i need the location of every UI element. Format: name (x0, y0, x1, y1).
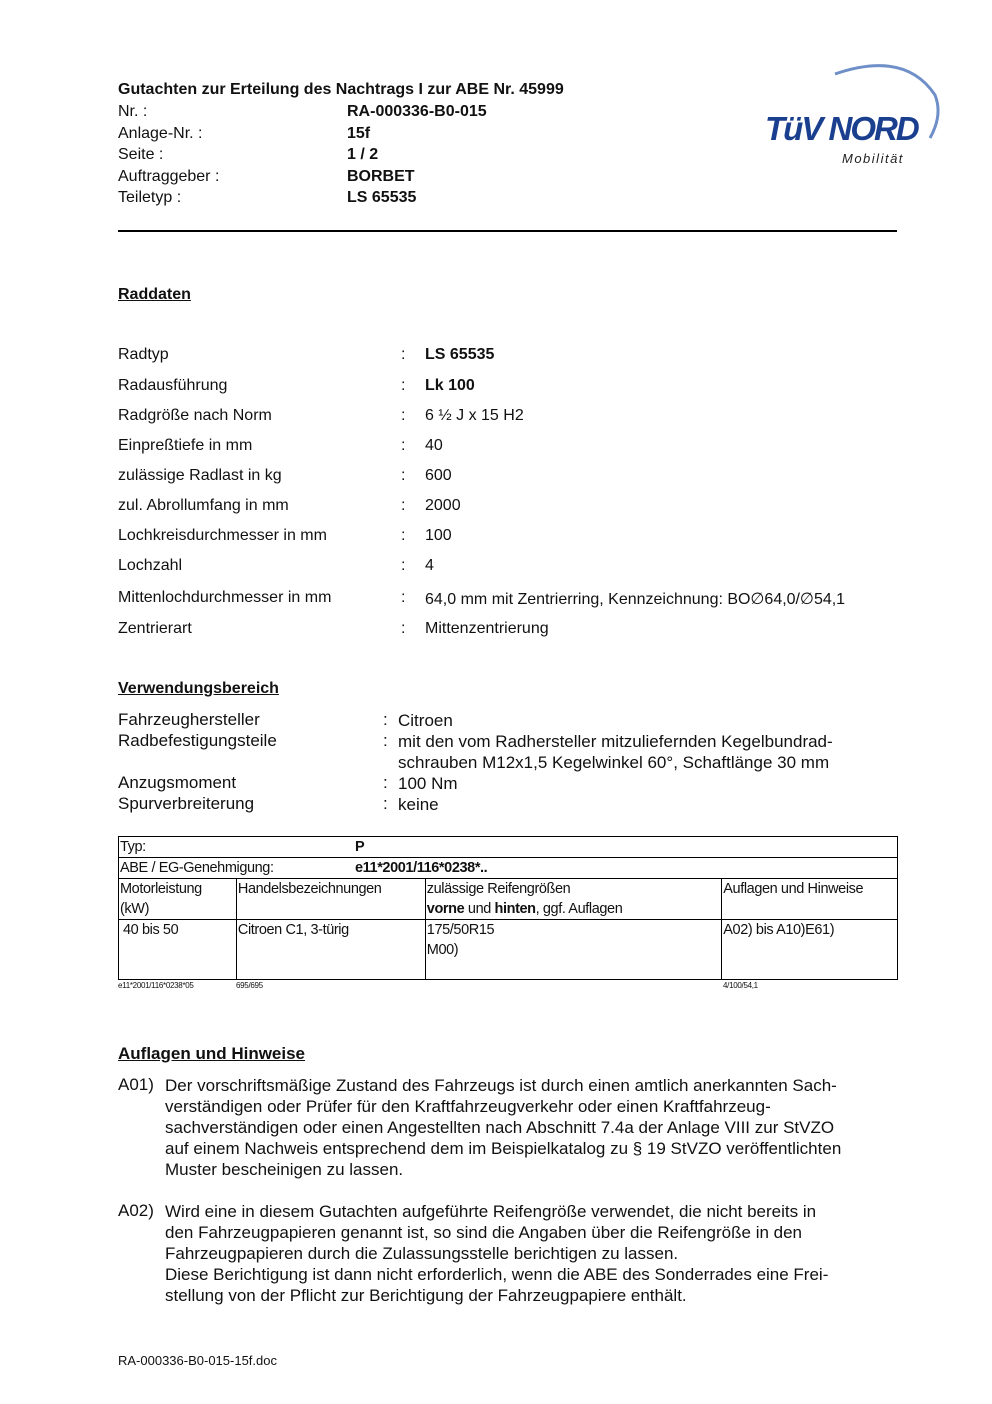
vb-value-radbefestigung: mit den vom Radhersteller mitzuliefernden Kegelbundrad- (398, 732, 833, 751)
section-title-auflagen: Auflagen und Hinweise (118, 1044, 306, 1063)
auflage-line: auf einem Nachweis entsprechend dem im Beispielkatalog zu § 19 StVZO veröffentlichten (165, 1139, 842, 1158)
raddaten-label-radtyp: Radtyp (118, 346, 169, 363)
auflage-text (165, 1075, 905, 1180)
header-value-nr: RA-000336-B0-015 (347, 103, 487, 120)
abe-value: e11*2001/116*0238*.. (355, 860, 488, 876)
footer-filename: RA-000336-B0-015-15f.doc (118, 1353, 277, 1368)
header-auflagen-suffix: , ggf. Auflagen (535, 901, 623, 917)
header-label-seite: Seite : (118, 146, 164, 163)
logo-wordmark: TüV NORD (765, 110, 918, 147)
abe-label: ABE / EG-Genehmigung: (120, 860, 274, 876)
cell-reifengroesse-l2: M00) (426, 942, 459, 958)
raddaten-colon: : (401, 437, 406, 454)
table-footnote-bolt: 4/100/54,1 (723, 981, 758, 990)
cell-handelsbezeichnung: Citroen C1, 3-türig (236, 920, 425, 980)
typ-value: P (355, 839, 365, 855)
raddaten-value-mittenloch: 64,0 mm mit Zentrierring, Kennzeichnung: BO∅64,0/∅54,1 (425, 591, 846, 608)
header-label-teiletyp: Teiletyp : (118, 189, 182, 206)
table-row-abe (119, 858, 898, 879)
document-title: Gutachten zur Erteilung des Nachtrags I zur ABE Nr. 45999 (118, 81, 564, 98)
raddaten-colon: : (401, 620, 406, 637)
raddaten-value-abrollumfang: 2000 (425, 497, 461, 514)
raddaten-label-zentrierart: Zentrierart (118, 620, 192, 637)
vb-value-spurverbreiterung: keine (398, 795, 439, 814)
vb-colon: : (383, 773, 388, 792)
column-header-handelsbezeichnungen: Handelsbezeichnungen (236, 879, 425, 920)
column-header-reifen-l1: zulässige Reifengrößen (426, 881, 571, 897)
logo-subtitle: Mobilität (842, 151, 904, 166)
section-title-raddaten: Raddaten (118, 286, 191, 303)
raddaten-value-zentrierart: Mittenzentrierung (425, 620, 549, 637)
typ-label: Typ: (120, 839, 146, 855)
vb-colon: : (383, 794, 388, 813)
vb-value-radbefestigung-cont: schrauben M12x1,5 Kegelwinkel 60°, Schaftlänge 30 mm (398, 753, 830, 772)
auflage-line: sachverständigen oder einen Angestellten nach Abschnitt 7.4a der Anlage VIII zur StVZO (165, 1118, 835, 1137)
vb-colon: : (383, 731, 388, 750)
raddaten-value-lochkreis: 100 (425, 527, 452, 544)
raddaten-value-lochzahl: 4 (425, 557, 434, 574)
raddaten-colon: : (401, 346, 406, 363)
abe-cell (119, 858, 898, 879)
column-header-motorleistung-l1: Motorleistung (120, 881, 202, 897)
cell-auflagen: A02) bis A10)E61) (722, 920, 898, 980)
auflage-text (165, 1201, 905, 1306)
auflage-line: Diese Berichtigung ist dann nicht erforderlich, wenn die ABE des Sonderrades eine Frei- (165, 1265, 829, 1284)
vb-value-hersteller: Citroen (398, 711, 453, 730)
header-label-auftraggeber: Auftraggeber : (118, 168, 220, 185)
raddaten-colon: : (401, 467, 406, 484)
header-value-seite: 1 / 2 (347, 146, 379, 163)
vb-colon: : (383, 710, 388, 729)
auflage-line: stellung von der Pflicht zur Berichtigung der Fahrzeugpapiere enthält. (165, 1286, 687, 1305)
cell-motorleistung: 40 bis 50 (119, 920, 237, 980)
raddaten-value-einpresstiefe: 40 (425, 437, 443, 454)
column-header-motorleistung-l2: (kW) (120, 901, 149, 917)
raddaten-colon: : (401, 497, 406, 514)
column-header-motorleistung (119, 879, 237, 920)
cell-reifengroesse-l1: 175/50R15 (426, 922, 495, 938)
vb-label-spurverbreiterung: Spurverbreiterung (118, 794, 255, 813)
auflage-id: A02) (118, 1201, 154, 1220)
column-header-auflagen: Auflagen und Hinweise (722, 879, 898, 920)
raddaten-value-radlast: 600 (425, 467, 452, 484)
raddaten-colon: : (401, 407, 406, 424)
vb-label-anzugsmoment: Anzugsmoment (118, 773, 237, 792)
vb-label-hersteller: Fahrzeughersteller (118, 710, 260, 729)
header-hinten: hinten (494, 901, 536, 917)
header-und: und (464, 901, 495, 917)
column-header-reifen-l2 (427, 899, 720, 919)
auflage-line: Wird eine in diesem Gutachten aufgeführte Reifengröße verwendet, die nicht bereits in (165, 1202, 817, 1221)
raddaten-label-abrollumfang: zul. Abrollumfang in mm (118, 497, 289, 514)
table-footnote-abe: e11*2001/116*0238*05 (118, 981, 194, 990)
table-footnote-size: 695/695 (236, 981, 263, 990)
table-header-row (119, 879, 898, 920)
header-vorne: vorne (426, 901, 465, 917)
tuv-nord-logo (765, 60, 940, 170)
raddaten-label-radgroesse: Radgröße nach Norm (118, 407, 272, 424)
typ-cell (119, 837, 898, 858)
vb-label-radbefestigung: Radbefestigungsteile (118, 731, 277, 750)
header-value-anlage: 15f (347, 125, 371, 142)
header-label-nr: Nr. : (118, 103, 148, 120)
cell-reifengroesse (425, 920, 721, 980)
raddaten-value-radtyp: LS 65535 (425, 346, 495, 363)
auflage-line: verständigen oder Prüfer für den Kraftfahrzeugverkehr oder einen Kraftfahrzeug- (165, 1097, 771, 1116)
vb-value-anzugsmoment: 100 Nm (398, 774, 458, 793)
raddaten-label-einpresstiefe: Einpreßtiefe in mm (118, 437, 253, 454)
raddaten-value-radgroesse: 6 ½ J x 15 H2 (425, 407, 524, 424)
table-row-typ (119, 837, 898, 858)
raddaten-colon: : (401, 377, 406, 394)
auflage-line: Der vorschriftsmäßige Zustand des Fahrzeugs ist durch einen amtlich anerkannten Sach- (165, 1076, 837, 1095)
auflage-line: Muster bescheinigen zu lassen. (165, 1160, 404, 1179)
column-header-reifengroessen (425, 879, 721, 920)
raddaten-colon: : (401, 589, 406, 606)
section-title-verwendungsbereich: Verwendungsbereich (118, 680, 279, 697)
raddaten-label-mittenloch: Mittenlochdurchmesser in mm (118, 589, 332, 606)
raddaten-label-lochkreis: Lochkreisdurchmesser in mm (118, 527, 327, 544)
raddaten-label-radlast: zulässige Radlast in kg (118, 467, 282, 484)
auflage-line: den Fahrzeugpapieren genannt ist, so sind die Angaben über die Reifengröße in den (165, 1223, 803, 1242)
auflage-line: Fahrzeugpapieren durch die Zulassungsstelle berichtigen zu lassen. (165, 1244, 679, 1263)
header-label-anlage: Anlage-Nr. : (118, 125, 203, 142)
header-value-auftraggeber: BORBET (347, 168, 415, 185)
table-row (119, 920, 898, 980)
header-divider (118, 230, 897, 232)
header-value-teiletyp: LS 65535 (347, 189, 417, 206)
auflage-id: A01) (118, 1075, 154, 1094)
raddaten-label-radausfuehrung: Radausführung (118, 377, 228, 394)
raddaten-colon: : (401, 557, 406, 574)
raddaten-label-lochzahl: Lochzahl (118, 557, 183, 574)
vehicle-type-table (118, 836, 898, 980)
raddaten-colon: : (401, 527, 406, 544)
raddaten-value-radausfuehrung: Lk 100 (425, 377, 475, 394)
